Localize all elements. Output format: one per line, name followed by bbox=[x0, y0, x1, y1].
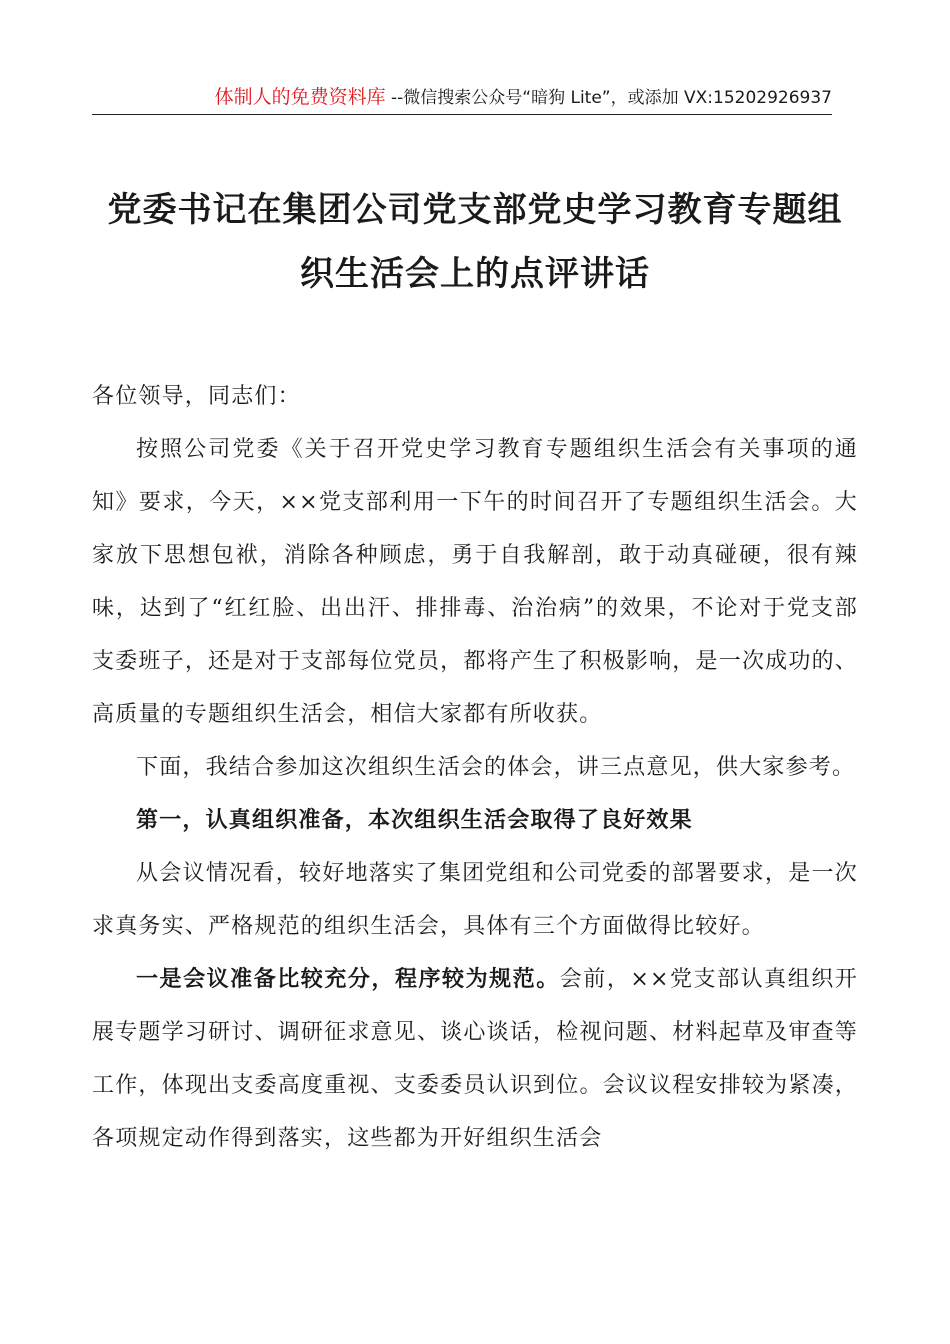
page-header bbox=[92, 84, 832, 114]
header-divider bbox=[92, 114, 832, 115]
section-1-heading: 第一，认真组织准备，本次组织生活会取得了良好效果 bbox=[136, 808, 693, 833]
document-body bbox=[92, 370, 858, 1165]
paragraph-1: 按照公司党委《关于召开党史学习教育专题组织生活会有关事项的通知》要求，今天，××党支部利用一下午的时间召开了专题组织生活会。大家放下思想包袱，消除各种顾虑，勇于自我解剖，敢于动真碰硬，很有辣味，达到了“红红脸、出出汗、排排毒、治治病”的效果，不论对于党支部支委班子，还是对于支部每位党员，都将产生了积极影响，是一次成功的、高质量的专题组织生活会，相信大家都有所收获。 bbox=[92, 437, 858, 727]
header-note: --微信搜索公众号“暗狗 Lite”，或添加 VX:15202926937 bbox=[385, 88, 832, 108]
paragraph-2: 下面，我结合参加这次组织生活会的体会，讲三点意见，供大家参考。 bbox=[136, 755, 856, 780]
paragraph-3: 从会议情况看，较好地落实了集团党组和公司党委的部署要求，是一次求真务实、严格规范的组织生活会，具体有三个方面做得比较好。 bbox=[92, 861, 858, 939]
paragraph-4-lead: 一是会议准备比较充分，程序较为规范。 bbox=[136, 967, 560, 992]
salutation: 各位领导，同志们： bbox=[92, 384, 301, 409]
paragraph-4 bbox=[92, 953, 858, 1165]
paragraph-4-text: 会前，××党支部认真组织开展专题学习研讨、调研征求意见、谈心谈话，检视问题、材料起草及审查等工作，体现出支委高度重视、支委委员认识到位。会议议程安排较为紧凑，各项规定动作得到落实，这些都为开好组织生活会 bbox=[92, 967, 858, 1151]
header-brand: 体制人的免费资料库 bbox=[214, 86, 386, 108]
document-title: 党委书记在集团公司党支部党史学习教育专题组织生活会上的点评讲话 bbox=[107, 190, 843, 294]
